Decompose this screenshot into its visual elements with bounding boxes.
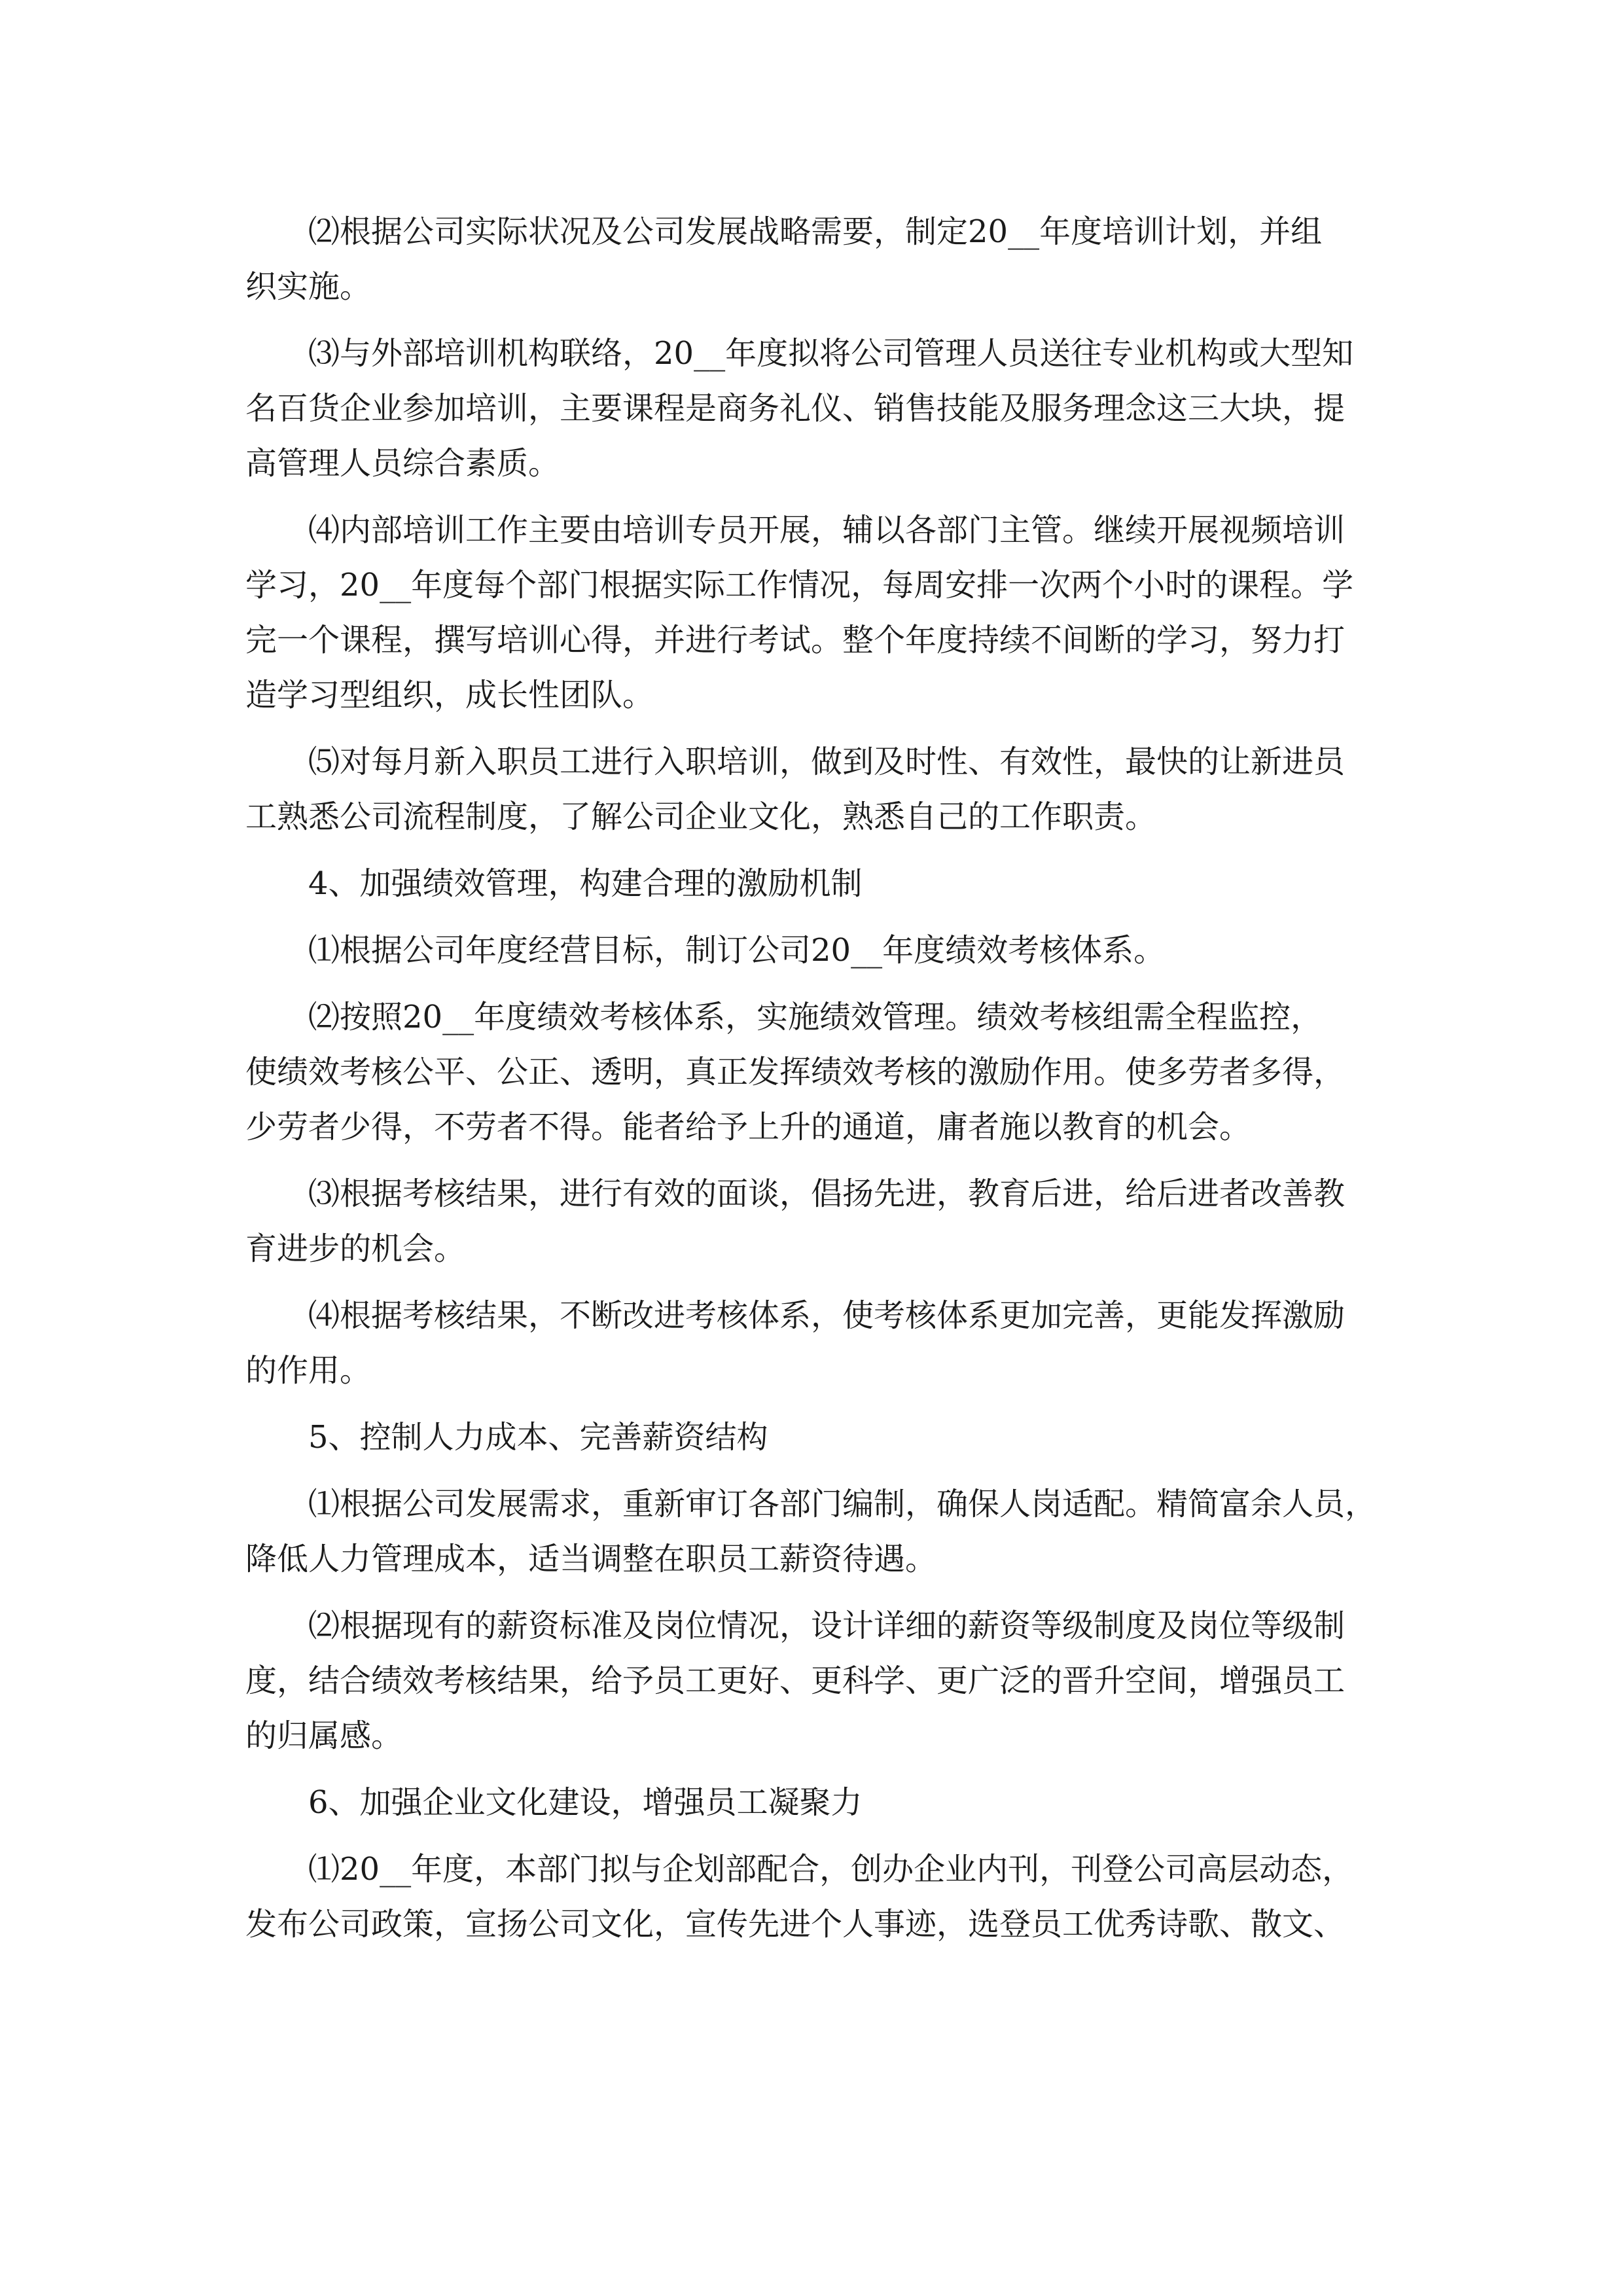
paragraph xyxy=(245,1410,1397,1465)
paragraph-line: ⑷根据考核结果，不断改进考核体系，使考核体系更加完善，更能发挥激励 xyxy=(308,1297,1346,1334)
paragraph-line: ⑵按照20__年度绩效考核体系，实施绩效管理。绩效考核组需全程监控， xyxy=(308,999,1323,1035)
paragraph-line: ⑴根据公司发展需求，重新审订各部门编制，确保人岗适配。精简富余人员， xyxy=(308,1486,1377,1522)
paragraph-line: ⑸对每月新入职员工进行入职培训，做到及时性、有效性，最快的让新进员 xyxy=(308,744,1346,780)
paragraph-line: 高管理人员综合素质。 xyxy=(245,445,560,482)
paragraph-line: 造学习型组织，成长性团队。 xyxy=(245,677,654,713)
paragraph-line: 6、加强企业文化建设，增强员工凝聚力 xyxy=(308,1784,863,1821)
paragraph-line: 少劳者少得，不劳者不得。能者给予上升的通道，庸者施以教育的机会。 xyxy=(245,1109,1251,1145)
paragraph xyxy=(245,503,1397,723)
paragraph-line: 4、加强绩效管理，构建合理的激励机制 xyxy=(308,865,863,902)
paragraph-line: 的作用。 xyxy=(245,1352,372,1389)
paragraph xyxy=(245,1288,1397,1398)
paragraph-line: 降低人力管理成本，适当调整在职员工薪资待遇。 xyxy=(245,1541,937,1577)
paragraph-line: 织实施。 xyxy=(245,268,372,305)
paragraph-line: ⑵根据公司实际状况及公司发展战略需要，制定20__年度培训计划，并组 xyxy=(308,213,1323,250)
paragraph xyxy=(245,326,1397,491)
paragraph xyxy=(245,204,1397,314)
paragraph-line: 育进步的机会。 xyxy=(245,1230,466,1267)
paragraph-line: 名百货企业参加培训，主要课程是商务礼仪、销售技能及服务理念这三大块，提 xyxy=(245,390,1346,427)
paragraph xyxy=(245,1477,1397,1587)
paragraph xyxy=(245,734,1397,844)
paragraph xyxy=(245,856,1397,911)
paragraph-line: ⑴根据公司年度经营目标，制订公司20__年度绩效考核体系。 xyxy=(308,932,1166,969)
paragraph xyxy=(245,1842,1397,1952)
paragraph-line: ⑷内部培训工作主要由培训专员开展，辅以各部门主管。继续开展视频培训 xyxy=(308,512,1346,548)
document-body xyxy=(245,204,1397,1964)
paragraph-line: 完一个课程，撰写培训心得，并进行考试。整个年度持续不间断的学习，努力打 xyxy=(245,622,1346,658)
paragraph xyxy=(245,1775,1397,1830)
paragraph-line: 学习，20__年度每个部门根据实际工作情况，每周安排一次两个小时的课程。学 xyxy=(245,567,1354,603)
paragraph-line: ⑶根据考核结果，进行有效的面谈，倡扬先进，教育后进，给后进者改善教 xyxy=(308,1175,1346,1212)
paragraph xyxy=(245,1598,1397,1763)
paragraph-line: ⑶与外部培训机构联络，20__年度拟将公司管理人员送往专业机构或大型知 xyxy=(308,335,1354,372)
paragraph-line: ⑴20__年度，本部门拟与企划部配合，创办企业内刊，刊登公司高层动态， xyxy=(308,1851,1354,1888)
paragraph-line: 5、控制人力成本、完善薪资结构 xyxy=(308,1419,768,1456)
paragraph xyxy=(245,990,1397,1155)
paragraph-line: 发布公司政策，宣扬公司文化，宣传先进个人事迹，选登员工优秀诗歌、散文、 xyxy=(245,1906,1346,1943)
paragraph xyxy=(245,923,1397,978)
paragraph-line: ⑵根据现有的薪资标准及岗位情况，设计详细的薪资等级制度及岗位等级制 xyxy=(308,1607,1346,1644)
paragraph-line: 的归属感。 xyxy=(245,1717,403,1754)
paragraph-line: 使绩效考核公平、公正、透明，真正发挥绩效考核的激励作用。使多劳者多得， xyxy=(245,1054,1346,1090)
paragraph-line: 工熟悉公司流程制度，了解公司企业文化，熟悉自己的工作职责。 xyxy=(245,798,1157,835)
paragraph-line: 度，结合绩效考核结果，给予员工更好、更科学、更广泛的晋升空间，增强员工 xyxy=(245,1662,1346,1699)
paragraph xyxy=(245,1166,1397,1276)
